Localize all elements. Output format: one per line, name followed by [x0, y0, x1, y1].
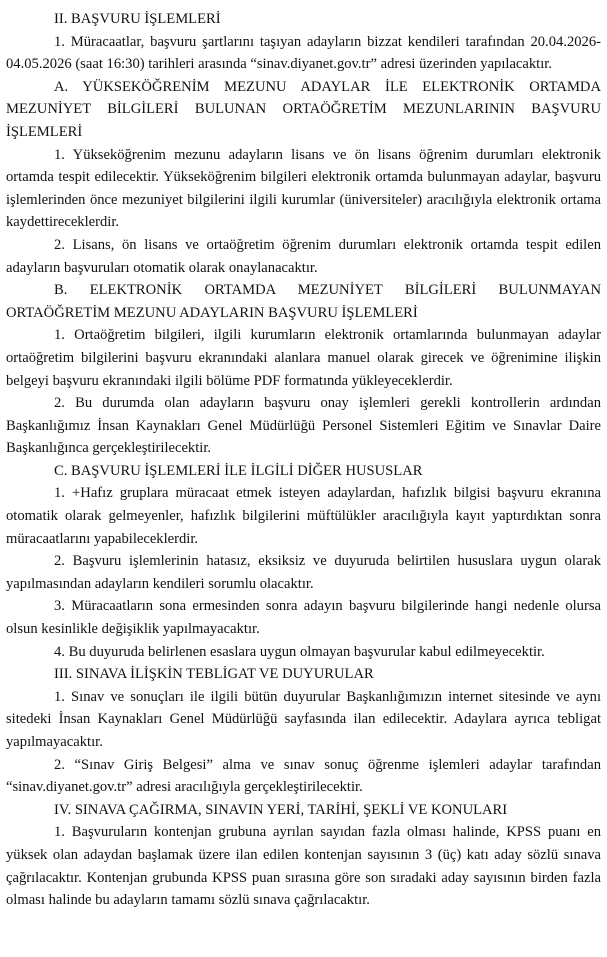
- paragraph-c-1: 1. +Hafız gruplara müracaat etmek isteyen adaylardan, hafızlık bilgisi başvuru ekranına otomatik olarak gelmeyenler, hafızlık bilgilerini müftülükler aracılığıyla kayıt yaptırdıktan sonra müracaatlarını yapabileceklerdir.: [6, 485, 601, 547]
- paragraph-tebligat-2: 2. “Sınav Giriş Belgesi” alma ve sınav sonuç öğrenme işlemleri adaylar tarafından “sinav.diyanet.gov.tr” adresi aracılığıyla gerçekleştirilecektir.: [6, 756, 601, 796]
- paragraph-basvuru-tarihleri: 1. Müracaatlar, başvuru şartlarını taşıyan adayların bizzat kendileri tarafından 20.04.2026-04.05.2026 (saat 16:30) tarihleri arasında “sinav.diyanet.gov.tr” adresi üzerinden yapılacaktır.: [6, 33, 601, 73]
- paragraph-c-3: 3. Müracaatların sona ermesinden sonra adayın başvuru bilgilerinde hangi nedenle olursa olsun kesinlikle değişiklik yapılmayacaktır.: [6, 598, 601, 638]
- section-heading-c: C. BAŞVURU İŞLEMLERİ İLE İLGİLİ DİĞER HUSUSLAR: [54, 462, 423, 479]
- paragraph-tebligat-1: 1. Sınav ve sonuçları ile ilgili bütün duyurular Başkanlığımızın internet sitesinde ve aynı sitedeki İnsan Kaynakları Genel Müdürlüğü sayfasında ilan edilecektir. Adaylara ayrıca tebligat yapılmayacaktır.: [6, 688, 601, 750]
- paragraph-a-1: 1. Yükseköğrenim mezunu adayların lisans ve ön lisans öğrenim durumları elektronik ortamda tespit edilecektir. Yükseköğrenim bilgileri elektronik ortamda bulunmayan adaylar, başvuru işlemlerinden önce mezuniyet bilgilerini ilgili kurumlar (üniversiteler) aracılığıyla elektronik ortama kaydettireceklerdir.: [6, 146, 601, 231]
- paragraph-a-2: 2. Lisans, ön lisans ve ortaöğretim öğrenim durumları elektronik ortamda tespit edilen adayların başvuruları otomatik olarak onaylanacaktır.: [6, 236, 601, 276]
- section-heading-a: A. YÜKSEKÖĞRENİM MEZUNU ADAYLAR İLE ELEKTRONİK ORTAMDA MEZUNİYET BİLGİLERİ BULUNAN ORTAÖĞRETİM MEZUNLARININ BAŞVURU İŞLEMLERİ: [6, 78, 601, 140]
- section-heading-b: B. ELEKTRONİK ORTAMDA MEZUNİYET BİLGİLERİ BULUNMAYAN ORTAÖĞRETİM MEZUNU ADAYLARIN BAŞVURU İŞLEMLERİ: [6, 282, 601, 321]
- paragraph-sinava-cagirma-1: 1. Başvuruların kontenjan grubuna ayrılan sayıdan fazla olması halinde, KPSS puanı en yüksek olan adaydan başlamak üzere ilan edilen kontenjan sayısının 3 (üç) katı aday sözlü sınava çağrılacaktır. Kontenjan grubunda KPSS puan sırasına göre son sıradaki aday sayısının birden fazla olması halinde bu adayların tamamı sözlü sınava çağrılacaktır.: [6, 824, 601, 909]
- paragraph-b-2: 2. Bu durumda olan adayların başvuru onay işlemleri gerekli kontrollerin ardından Başkanlığımız İnsan Kaynakları Genel Müdürlüğü Personel Sistemleri Eğitim ve Sınavlar Daire Başkanlığınca gerçekleştirilecektir.: [6, 395, 601, 457]
- paragraph-c-4: 4. Bu duyuruda belirlenen esaslara uygun olmayan başvurular kabul edilmeyecektir.: [54, 643, 545, 660]
- section-heading-basvuru-islemleri: II. BAŞVURU İŞLEMLERİ: [54, 11, 221, 27]
- section-heading-tebligat: III. SINAVA İLİŞKİN TEBLİGAT VE DUYURULAR: [54, 666, 374, 683]
- paragraph-b-1: 1. Ortaöğretim bilgileri, ilgili kurumların elektronik ortamlarında bulunmayan adaylar ortaöğretim bilgilerini başvuru ekranındaki alanlara manuel olarak girecek ve öğrenimine ilişkin belgeyi başvuru ekranındaki ilgili bölüme PDF formatında yükleyeceklerdir.: [6, 327, 601, 389]
- paragraph-c-2: 2. Başvuru işlemlerinin hatasız, eksiksiz ve duyuruda belirtilen hususlara uygun olarak yapılmasından adayların kendileri sorumlu olacaktır.: [6, 553, 601, 592]
- section-heading-sinava-cagirma: IV. SINAVA ÇAĞIRMA, SINAVIN YERİ, TARİHİ, ŞEKLİ VE KONULARI: [54, 801, 508, 818]
